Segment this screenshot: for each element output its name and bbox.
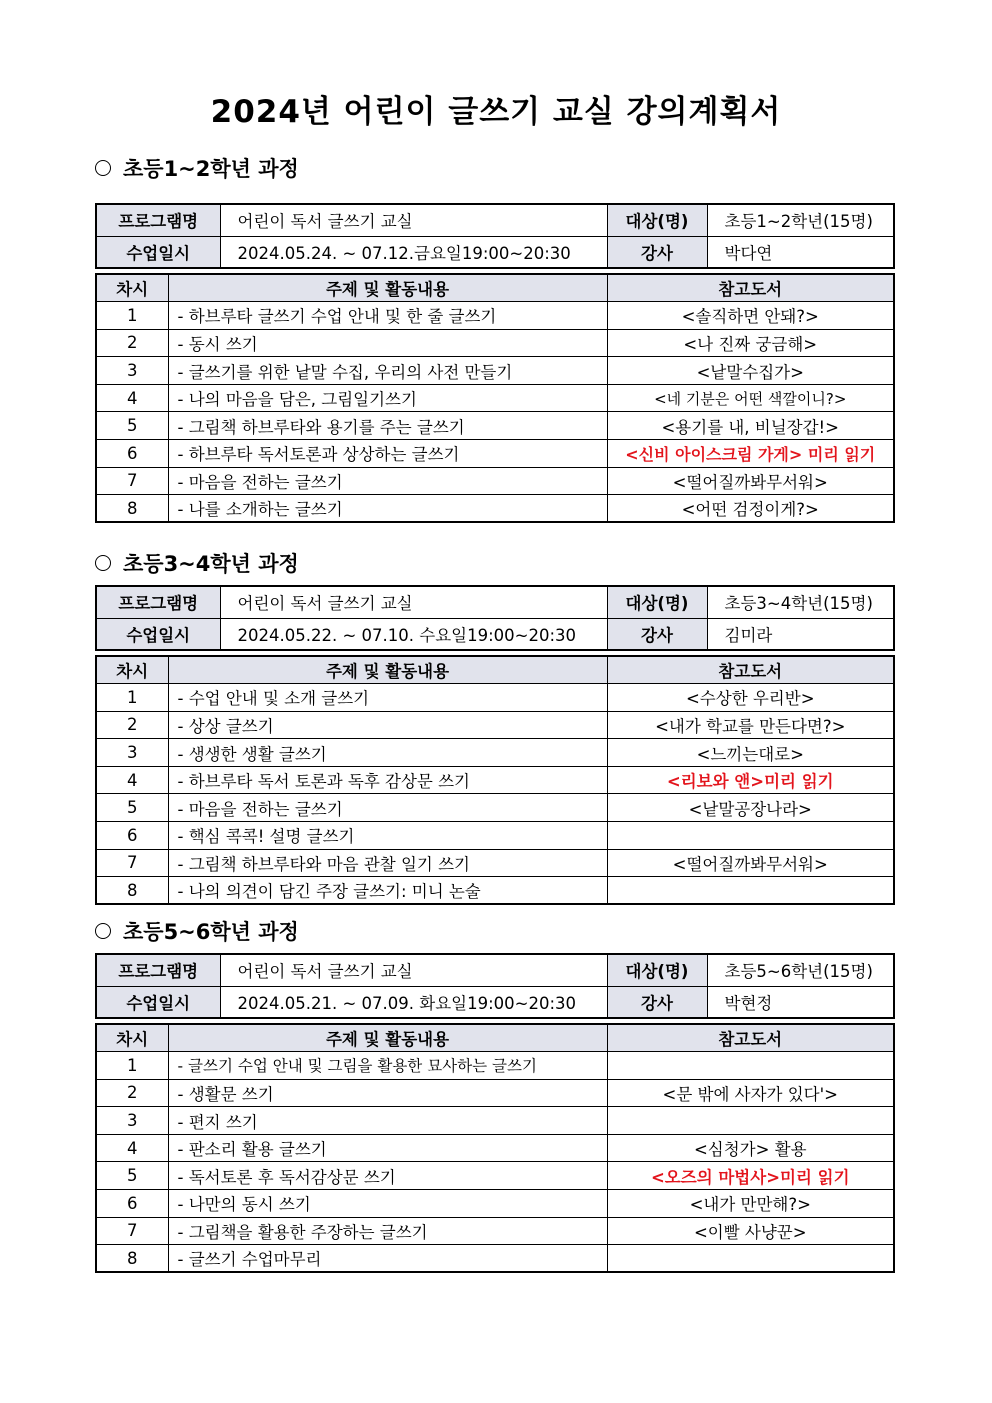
program-info-table bbox=[95, 203, 895, 269]
session-number: 7 bbox=[96, 1217, 168, 1245]
session-header: 차시 bbox=[96, 274, 168, 302]
table-row bbox=[96, 1162, 894, 1190]
target-label: 대상(명) bbox=[607, 204, 707, 236]
circle-bullet-icon bbox=[95, 160, 111, 176]
table-row bbox=[96, 849, 894, 877]
session-topic: - 하브루타 독서토론과 상상하는 글쓰기 bbox=[168, 440, 607, 468]
session-number: 3 bbox=[96, 739, 168, 767]
table-row bbox=[96, 329, 894, 357]
session-number: 5 bbox=[96, 794, 168, 822]
session-topic: - 마음을 전하는 글쓰기 bbox=[168, 794, 607, 822]
session-number: 8 bbox=[96, 495, 168, 523]
session-topic: - 독서토론 후 독서감상문 쓰기 bbox=[168, 1162, 607, 1190]
session-topic: - 나의 마음을 담은, 그림일기쓰기 bbox=[168, 384, 607, 412]
table-row bbox=[96, 1052, 894, 1080]
program-name: 어린이 독서 글쓰기 교실 bbox=[220, 586, 607, 618]
date-label: 수업일시 bbox=[96, 618, 220, 650]
session-topic: - 하브루타 글쓰기 수업 안내 및 한 줄 글쓰기 bbox=[168, 302, 607, 330]
program-name: 어린이 독서 글쓰기 교실 bbox=[220, 204, 607, 236]
topic-header: 주제 및 활동내용 bbox=[168, 1024, 607, 1052]
reference-book bbox=[607, 822, 894, 850]
session-topic: - 핵심 콕콕! 설명 글쓰기 bbox=[168, 822, 607, 850]
session-number: 6 bbox=[96, 1190, 168, 1218]
circle-bullet-icon bbox=[95, 923, 111, 939]
reference-book: <네 기분은 어떤 색깔이니?> bbox=[607, 384, 894, 412]
target-value: 초등1~2학년(15명) bbox=[707, 204, 894, 236]
session-topic: - 생활문 쓰기 bbox=[168, 1079, 607, 1107]
target-value: 초등5~6학년(15명) bbox=[707, 954, 894, 986]
session-topic: - 하브루타 독서 토론과 독후 감상문 쓰기 bbox=[168, 766, 607, 794]
reference-book: <떨어질까봐무서워> bbox=[607, 849, 894, 877]
book-header: 참고도서 bbox=[607, 274, 894, 302]
table-row bbox=[96, 384, 894, 412]
session-header: 차시 bbox=[96, 656, 168, 684]
table-row bbox=[96, 739, 894, 767]
table-row bbox=[96, 1107, 894, 1135]
session-number: 8 bbox=[96, 877, 168, 905]
instructor-label: 강사 bbox=[607, 236, 707, 268]
reference-book-highlight: <리보와 앤>미리 읽기 bbox=[607, 766, 894, 794]
reference-book: <낱말공장나라> bbox=[607, 794, 894, 822]
schedule-value: 2024.05.22. ~ 07.10. 수요일19:00~20:30 bbox=[220, 618, 607, 650]
session-header: 차시 bbox=[96, 1024, 168, 1052]
session-number: 2 bbox=[96, 329, 168, 357]
table-row bbox=[96, 1190, 894, 1218]
session-number: 4 bbox=[96, 1134, 168, 1162]
instructor-value: 김미라 bbox=[707, 618, 894, 650]
session-number: 8 bbox=[96, 1245, 168, 1273]
session-topic: - 동시 쓰기 bbox=[168, 329, 607, 357]
reference-book: <수상한 우리반> bbox=[607, 684, 894, 712]
session-topic: - 나를 소개하는 글쓰기 bbox=[168, 495, 607, 523]
table-row bbox=[96, 1245, 894, 1273]
session-number: 7 bbox=[96, 467, 168, 495]
table-row bbox=[96, 684, 894, 712]
topic-header: 주제 및 활동내용 bbox=[168, 656, 607, 684]
table-row bbox=[96, 1134, 894, 1162]
schedule-table bbox=[95, 655, 895, 905]
book-header: 참고도서 bbox=[607, 1024, 894, 1052]
reference-book-highlight: <신비 아이스크림 가게> 미리 읽기 bbox=[607, 440, 894, 468]
section-heading-text: 초등5~6학년 과정 bbox=[123, 920, 299, 944]
session-number: 1 bbox=[96, 1052, 168, 1080]
page-title: 2024년 어린이 글쓰기 교실 강의계획서 bbox=[210, 94, 782, 130]
table-row bbox=[96, 1217, 894, 1245]
reference-book: <심청가> 활용 bbox=[607, 1134, 894, 1162]
session-number: 4 bbox=[96, 384, 168, 412]
schedule-value: 2024.05.21. ~ 07.09. 화요일19:00~20:30 bbox=[220, 986, 607, 1018]
program-info-table bbox=[95, 953, 895, 1019]
session-number: 5 bbox=[96, 1162, 168, 1190]
instructor-label: 강사 bbox=[607, 986, 707, 1018]
reference-book: <떨어질까봐무서워> bbox=[607, 467, 894, 495]
table-row bbox=[96, 412, 894, 440]
session-topic: - 생생한 생활 글쓰기 bbox=[168, 739, 607, 767]
date-label: 수업일시 bbox=[96, 236, 220, 268]
table-row bbox=[96, 711, 894, 739]
circle-bullet-icon bbox=[95, 555, 111, 571]
session-topic: - 나의 의견이 담긴 주장 글쓰기: 미니 논술 bbox=[168, 877, 607, 905]
session-topic: - 글쓰기 수업마무리 bbox=[168, 1245, 607, 1273]
program-label: 프로그램명 bbox=[96, 204, 220, 236]
reference-book bbox=[607, 1052, 894, 1080]
section-heading-text: 초등1~2학년 과정 bbox=[123, 157, 299, 181]
topic-header: 주제 및 활동내용 bbox=[168, 274, 607, 302]
program-info-table bbox=[95, 585, 895, 651]
schedule-table bbox=[95, 1023, 895, 1273]
program-label: 프로그램명 bbox=[96, 954, 220, 986]
table-row bbox=[96, 357, 894, 385]
reference-book: <문 밖에 사자가 있다'> bbox=[607, 1079, 894, 1107]
reference-book: <용기를 내, 비닐장갑!> bbox=[607, 412, 894, 440]
session-topic: - 글쓰기를 위한 낱말 수집, 우리의 사전 만들기 bbox=[168, 357, 607, 385]
reference-book: <이빨 사냥꾼> bbox=[607, 1217, 894, 1245]
session-topic: - 그림책 하브루타와 용기를 주는 글쓰기 bbox=[168, 412, 607, 440]
session-topic: - 판소리 활용 글쓰기 bbox=[168, 1134, 607, 1162]
section-heading-text: 초등3~4학년 과정 bbox=[123, 552, 299, 576]
session-number: 7 bbox=[96, 849, 168, 877]
reference-book: <나 진짜 궁금해> bbox=[607, 329, 894, 357]
reference-book: <낱말수집가> bbox=[607, 357, 894, 385]
program-name: 어린이 독서 글쓰기 교실 bbox=[220, 954, 607, 986]
target-label: 대상(명) bbox=[607, 954, 707, 986]
table-row bbox=[96, 495, 894, 523]
instructor-value: 박현정 bbox=[707, 986, 894, 1018]
instructor-value: 박다연 bbox=[707, 236, 894, 268]
table-row bbox=[96, 440, 894, 468]
table-row bbox=[96, 877, 894, 905]
reference-book: <어떤 검정이게?> bbox=[607, 495, 894, 523]
table-row bbox=[96, 1079, 894, 1107]
reference-book bbox=[607, 1245, 894, 1273]
schedule-value: 2024.05.24. ~ 07.12.금요일19:00~20:30 bbox=[220, 236, 607, 268]
session-number: 4 bbox=[96, 766, 168, 794]
session-number: 2 bbox=[96, 1079, 168, 1107]
reference-book-highlight: <오즈의 마법사>미리 읽기 bbox=[607, 1162, 894, 1190]
session-topic: - 그림책 하브루타와 마음 관찰 일기 쓰기 bbox=[168, 849, 607, 877]
session-topic: - 상상 글쓰기 bbox=[168, 711, 607, 739]
session-number: 1 bbox=[96, 302, 168, 330]
session-number: 5 bbox=[96, 412, 168, 440]
schedule-table bbox=[95, 273, 895, 523]
session-topic: - 편지 쓰기 bbox=[168, 1107, 607, 1135]
reference-book: <내가 학교를 만든다면?> bbox=[607, 711, 894, 739]
session-number: 1 bbox=[96, 684, 168, 712]
session-number: 6 bbox=[96, 440, 168, 468]
target-label: 대상(명) bbox=[607, 586, 707, 618]
reference-book: <솔직하면 안돼?> bbox=[607, 302, 894, 330]
session-topic: - 수업 안내 및 소개 글쓰기 bbox=[168, 684, 607, 712]
section-heading bbox=[95, 916, 299, 946]
session-topic: - 마음을 전하는 글쓰기 bbox=[168, 467, 607, 495]
table-row bbox=[96, 302, 894, 330]
session-number: 3 bbox=[96, 357, 168, 385]
table-row bbox=[96, 794, 894, 822]
session-topic: - 글쓰기 수업 안내 및 그림을 활용한 묘사하는 글쓰기 bbox=[168, 1052, 607, 1080]
session-number: 6 bbox=[96, 822, 168, 850]
section-heading bbox=[95, 548, 299, 578]
table-row bbox=[96, 766, 894, 794]
table-row bbox=[96, 467, 894, 495]
instructor-label: 강사 bbox=[607, 618, 707, 650]
session-number: 3 bbox=[96, 1107, 168, 1135]
reference-book: <느끼는대로> bbox=[607, 739, 894, 767]
session-topic: - 그림책을 활용한 주장하는 글쓰기 bbox=[168, 1217, 607, 1245]
session-number: 2 bbox=[96, 711, 168, 739]
date-label: 수업일시 bbox=[96, 986, 220, 1018]
reference-book bbox=[607, 1107, 894, 1135]
section-heading bbox=[95, 153, 299, 183]
program-label: 프로그램명 bbox=[96, 586, 220, 618]
session-topic: - 나만의 동시 쓰기 bbox=[168, 1190, 607, 1218]
reference-book bbox=[607, 877, 894, 905]
book-header: 참고도서 bbox=[607, 656, 894, 684]
table-row bbox=[96, 822, 894, 850]
reference-book: <내가 만만해?> bbox=[607, 1190, 894, 1218]
target-value: 초등3~4학년(15명) bbox=[707, 586, 894, 618]
